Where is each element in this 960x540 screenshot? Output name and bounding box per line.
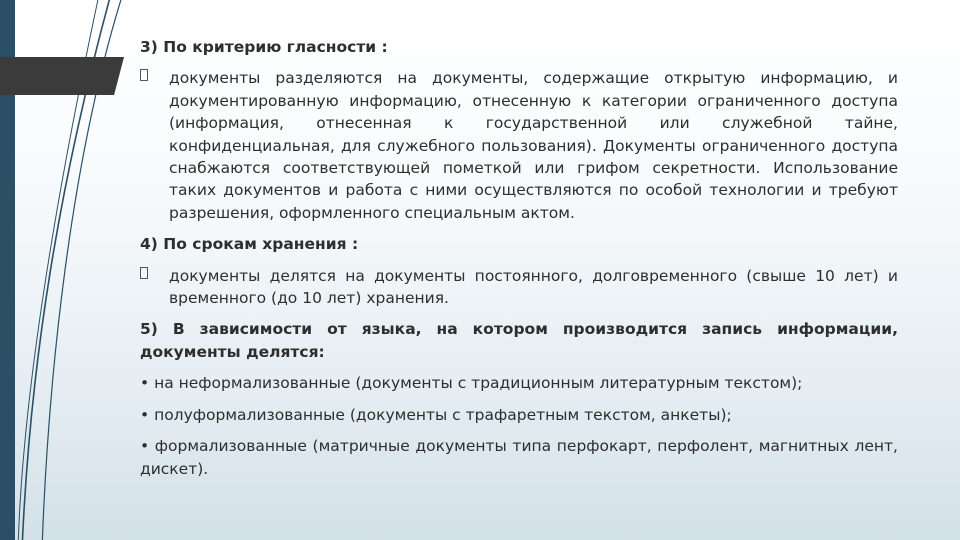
square-bullet-icon <box>140 69 148 81</box>
section-4-text: документы делятся на документы постоянного, долговременного (свыше 10 лет) и временного (до 10 лет) хранения. <box>169 266 898 308</box>
section-5-heading: 5) В зависимости от языка, на котором производится запись информации, документы делятся: <box>140 320 898 361</box>
section-4-heading: 4) По срокам хранения : <box>140 235 359 254</box>
slide-content <box>140 36 898 489</box>
section-5-item-2: • полуформализованные (документы с трафаретным текстом, анкеты); <box>140 405 732 424</box>
section-5-item-1: • на неформализованные (документы с традиционным литературным текстом); <box>140 374 803 393</box>
section-4-item <box>140 265 898 310</box>
square-bullet-icon <box>140 267 148 279</box>
section-3-item <box>140 67 898 224</box>
slide-arrow-tab <box>0 57 124 95</box>
section-3-heading: 3) По критерию гласности : <box>140 38 388 56</box>
section-5-item-3: • формализованные (матричные документы типа перфокарт, перфолент, магнитных лент, дискет). <box>140 437 898 478</box>
section-3-text: документы разделяются на документы, содержащие открытую информацию, и документированную информацию, отнесенную к категории ограниченного доступа (информация, отнесенная к государственной или служебной тайне, конфиденциальная, для служебного пользования). Документы ограниченного доступа снабжаются соответствующей пометкой или грифом секретности. Использование таких документов и работа с ними осуществляются по особой технологии и требуют разрешения, оформленного специальным актом. <box>169 69 898 222</box>
